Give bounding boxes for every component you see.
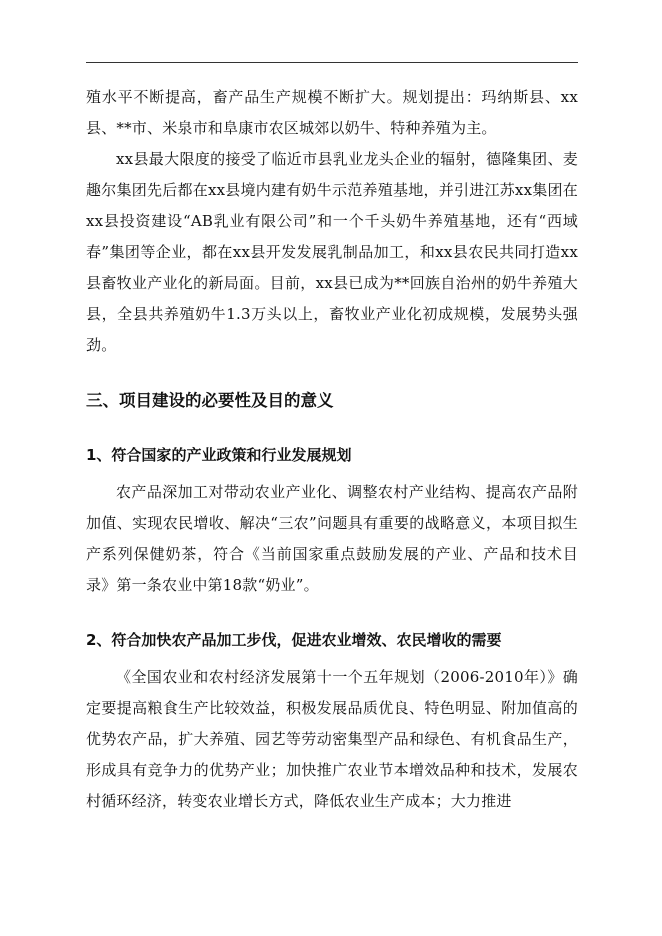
paragraph-five-year-plan: 《全国农业和农村经济发展第十一个五年规划（2006-2010年）》确定要提高粮食生产比较效益，积极发展品质优良、特色明显、附加值高的优势农产品，扩大养殖、园艺等劳动密集型产品和绿色、有机食品生产，形成具有竞争力的优势产业；加快推广农业节本增效品种和技术，发展农村循环经济，转变农业增长方式，降低农业生产成本；大力推进	[86, 668, 578, 810]
document-body	[86, 82, 578, 817]
subsection-heading-2: 2、符合加快农产品加工步伐，促进农业增效、农民增收的需要	[86, 631, 502, 649]
header-rule	[86, 62, 578, 63]
subsection-heading-1: 1、符合国家的产业政策和行业发展规划	[86, 446, 352, 464]
section-heading: 三、项目建设的必要性及目的意义	[86, 391, 334, 410]
paragraph-industry-policy: 农产品深加工对带动农业产业化、调整农村产业结构、提高农产品附加值、实现农民增收、解决“三农”问题具有重要的战略意义，本项目拟生产系列保健奶茶，符合《当前国家重点鼓励发展的产业、产品和技术目录》第一条农业中第18款“奶业”。	[86, 483, 578, 594]
paragraph-continuation: 殖水平不断提高，畜产品生产规模不断扩大。规划提出：玛纳斯县、xx县、**市、米泉市和阜康市农区城郊以奶牛、特种养殖为主。	[86, 88, 578, 137]
paragraph-county-dairy: xx县最大限度的接受了临近市县乳业龙头企业的辐射，德隆集团、麦趣尔集团先后都在xx县境内建有奶牛示范养殖基地，并引进江苏xx集团在xx县投资建设“AB乳业有限公司”和一个千头奶牛养殖基地，还有“西域春”集团等企业，都在xx县开发发展乳制品加工，和xx县农民共同打造xx县畜牧业产业化的新局面。目前，xx县已成为**回族自治州的奶牛养殖大县，全县共养殖奶牛1.3万头以上，畜牧业产业化初成规模，发展势头强劲。	[86, 150, 578, 354]
